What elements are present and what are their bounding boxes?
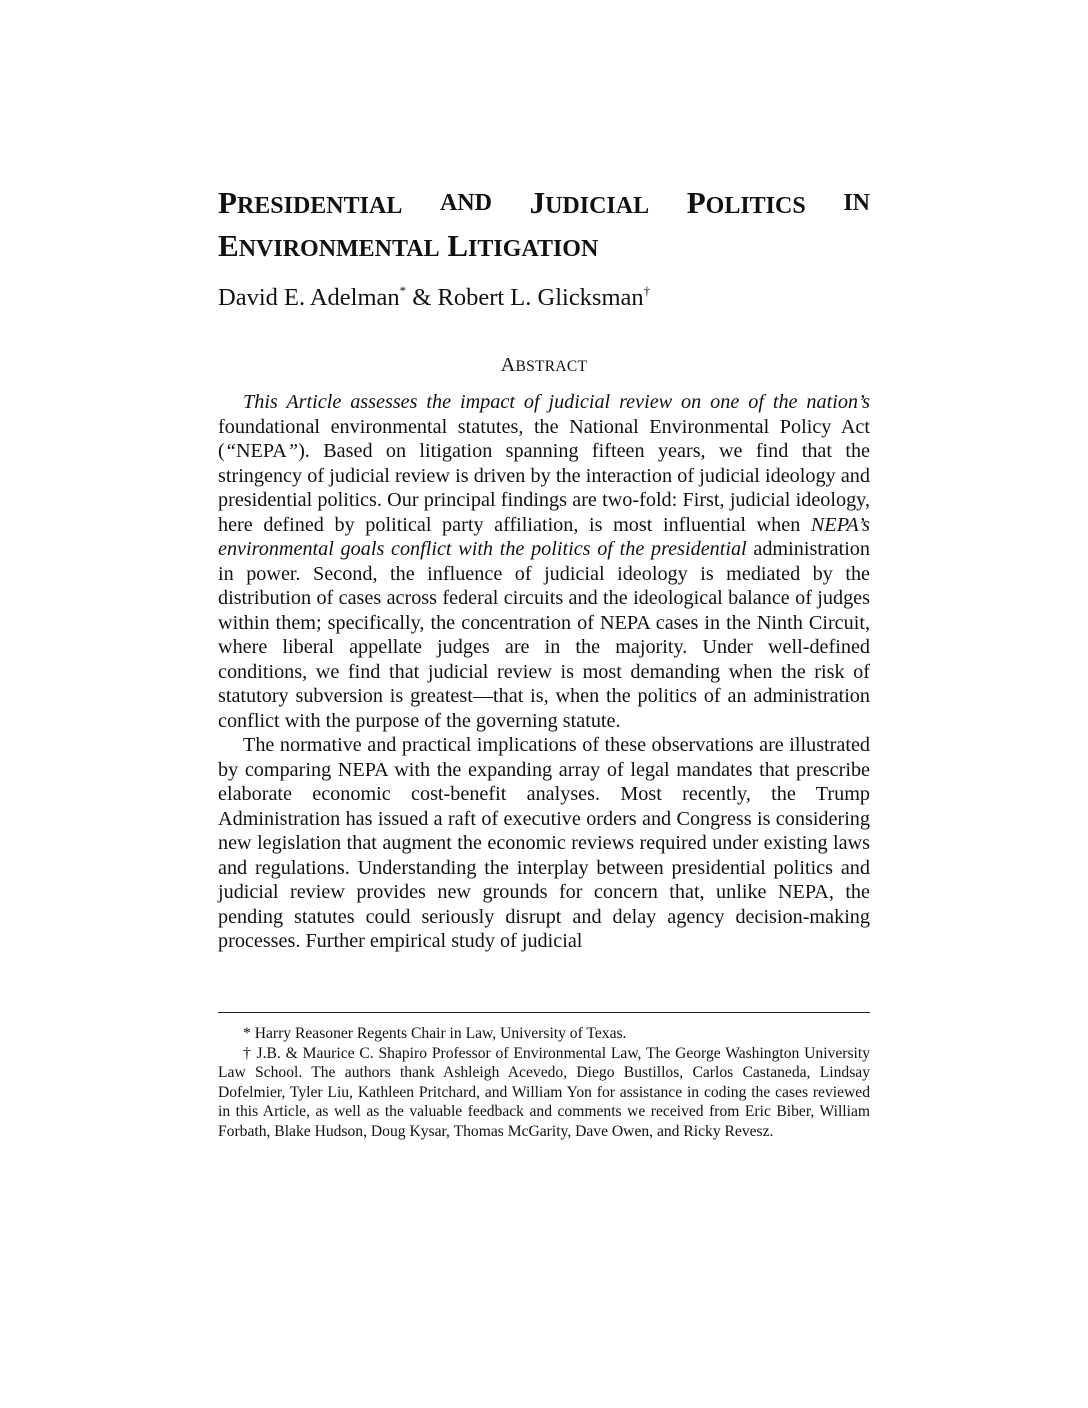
abstract-paragraph: This Article assesses the impact of judicial review on one of the nation’s foundational environmental statutes, the National Environmental Policy Act (“NEPA”). Based on litigation spanning fifteen years, we find that the stringency of judicial review is driven by the interaction of judicial ideology and presidential politics. Our principal findings are two-fold: First, judicial ideology, here defined by political party affiliation, is most influential when NEPA’s environmental goals conflict with the politics of the presidential administration in power. Second, the influence of judicial ideology is mediated by the distribution of cases across federal circuits and the ideological balance of judges within them; specifically, the concentration of NEPA cases in the Ninth Circuit, where liberal appellate judges are in the majority. Under well-defined conditions, we find that judicial review is most demanding when the risk of statutory subversion is greatest—that is, when the politics of an administration conflict with the purpose of the governing statute.: [218, 391, 870, 732]
footnote-mark: *: [399, 283, 407, 298]
title-word-and: AND: [439, 190, 492, 216]
footnote-divider: [218, 1012, 870, 1013]
footnote: † J.B. & Maurice C. Shapiro Professor of Environmental Law, The George Washington University Law School. The authors thank Ashleigh Acevedo, Diego Bustillos, Carlos Castaneda, Lindsay Dofelmier, Tyler Liu, Kathleen Pritchard, and William Yon for assistance in coding the cases reviewed in this Article, as well as the valuable feedback and comments we received from Eric Biber, William Forbath, Blake Hudson, Doug Kysar, Thomas McGarity, Dave Owen, and Ricky Revesz.: [218, 1044, 870, 1140]
article-title: [218, 183, 870, 269]
author-line: [218, 282, 650, 314]
author-separator: &: [406, 284, 438, 311]
footnotes: [218, 1024, 870, 1142]
title-word-presidential: PRESIDENTIAL: [218, 185, 403, 220]
abstract-paragraph: The normative and practical implications of these observations are illustrated by comparing NEPA with the expanding array of legal mandates that prescribe elaborate economic cost-benefit analyses. Most recently, the Trump Administration has issued a raft of executive orders and Congress is considering new legislation that augment the economic reviews required under existing laws and regulations. Understanding the interplay between presidential politics and judicial review provides new grounds for concern that, unlike NEPA, the pending statutes could seriously disrupt and delay agency decision-making processes. Further empirical study of judicial: [218, 734, 870, 952]
title-line-2: [218, 226, 870, 269]
author-name: David E. Adelman: [218, 284, 400, 311]
abstract-heading: ABSTRACT: [500, 354, 588, 376]
footnote: * Harry Reasoner Regents Chair in Law, University of Texas.: [243, 1025, 627, 1042]
author-name: Robert L. Glicksman: [437, 284, 644, 311]
title-word-judicial: JUDICIAL: [529, 185, 650, 220]
title-line-1: [218, 183, 870, 226]
title-word-environmental: ENVIRONMENTAL: [218, 228, 440, 263]
title-word-litigation: LITIGATION: [447, 228, 599, 263]
abstract-body: [218, 390, 870, 954]
title-word-in: IN: [843, 190, 870, 216]
title-word-politics: POLITICS: [686, 185, 806, 220]
footnote-mark: †: [643, 283, 651, 298]
